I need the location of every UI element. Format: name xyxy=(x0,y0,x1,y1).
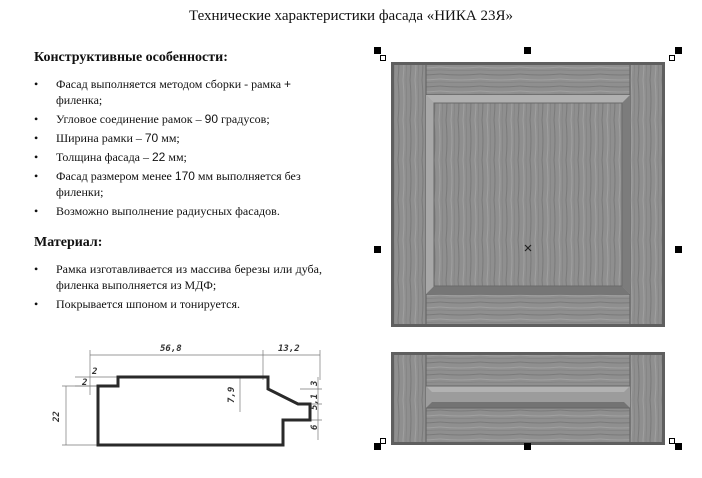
dim-r6: 6 xyxy=(310,424,320,430)
selection-handle[interactable] xyxy=(675,443,682,450)
dim-left-step-2: 2 xyxy=(82,378,88,388)
facade-front-view xyxy=(391,62,665,327)
dim-thickness: 22 xyxy=(52,411,62,422)
list-item: • Ширина рамки – 70 мм; xyxy=(34,130,322,146)
list-item: • Возможно выполнение радиусных фасадов. xyxy=(34,203,322,219)
section-heading-material: Материал: xyxy=(34,235,103,250)
section-heading-construction: Конструктивные особенности: xyxy=(34,50,228,65)
selection-handle[interactable] xyxy=(374,47,381,54)
profile-section xyxy=(52,344,322,445)
selection-handle[interactable] xyxy=(669,438,675,444)
dim-r51: 5,1 xyxy=(310,393,320,410)
selection-handle[interactable] xyxy=(669,55,675,61)
list-item: • Рамка изготавливается из массива березы или дуба, филенка выполняется из МДФ; xyxy=(34,261,322,293)
dim-left-step: 2 xyxy=(92,367,98,377)
list-item: • Угловое соединение рамок – 90 градусов; xyxy=(34,111,322,127)
page-title: Технические характеристики фасада «НИКА 23Я» xyxy=(189,8,513,24)
selection-handle[interactable] xyxy=(380,55,386,61)
selection-handle[interactable] xyxy=(380,438,386,444)
list-item: • Покрывается шпоном и тонируется. xyxy=(34,296,322,312)
selection-handle[interactable] xyxy=(374,443,381,450)
dim-top-step: 13,2 xyxy=(278,344,300,354)
selection-handle[interactable] xyxy=(675,246,682,253)
list-item: • Фасад размером менее 170 мм выполняется без филенки; xyxy=(34,168,322,200)
facade-low-view xyxy=(391,352,665,445)
dim-inner-depth: 7,9 xyxy=(227,386,237,403)
dim-r3: 3 xyxy=(310,380,320,386)
selection-handle[interactable] xyxy=(374,246,381,253)
dim-overall-width: 56,8 xyxy=(160,344,182,354)
selection-handle[interactable] xyxy=(524,443,531,450)
selection-handle[interactable] xyxy=(524,47,531,54)
list-item: • Фасад выполняется методом сборки - рамка + филенка; xyxy=(34,76,322,108)
selection-handle[interactable] xyxy=(675,47,682,54)
list-item: • Толщина фасада – 22 мм; xyxy=(34,149,322,165)
